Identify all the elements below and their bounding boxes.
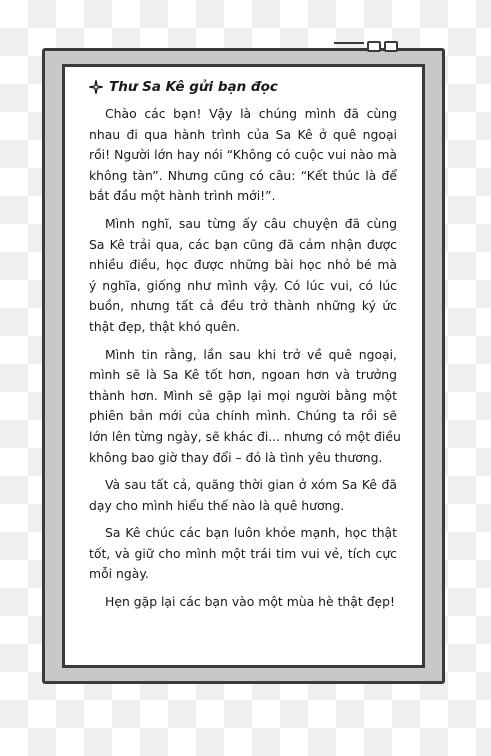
text-line: bắt đầu một hành trình mới!”. [89, 188, 276, 204]
text-line: dạy cho mình hiểu thế nào là quê hương. [89, 497, 345, 513]
text-line: lớn lên từng ngày, sẽ khác đi... nhưng có một điều [89, 428, 401, 444]
sparkle-icon [89, 80, 103, 94]
text-line: phiên bản mới của chính mình. Chúng ta rồi sẽ [89, 408, 397, 424]
text-line: buồn, nhưng tất cả đều trở thành những ký ức [89, 298, 397, 314]
text-line: rồi! Người lớn hay nói “Không có cuộc vui nào mà [89, 147, 397, 163]
letter-heading [89, 79, 397, 95]
text-line: mình sẽ là Sa Kê tốt hơn, ngoan hơn và trưởng [89, 367, 397, 383]
letter-heading-text: Thư Sa Kê gửi bạn đọc [109, 79, 278, 95]
paragraph [89, 345, 401, 469]
text-line: mỗi ngày. [89, 566, 149, 582]
text-line: Mình tin rằng, lần sau khi trở về quê ngoại, [105, 346, 397, 362]
paragraph [89, 523, 397, 585]
text-line: nhiều điều, học được những bài học nhỏ bé mà [89, 257, 397, 273]
text-line: Sa Kê trải qua, các bạn cũng đã cảm nhận được [89, 236, 397, 252]
text-line: ý nghĩa, giống như mình vậy. Có lúc vui, có lúc [89, 277, 397, 293]
letter-paper [62, 64, 425, 668]
frame-tab-decoration [334, 41, 398, 52]
paragraph [89, 592, 397, 613]
text-line: Và sau tất cả, quãng thời gian ở xóm Sa Kê đã [105, 477, 397, 493]
paragraph [89, 214, 397, 338]
text-line: thật đẹp, thật khó quên. [89, 318, 241, 334]
text-line: Sa Kê chúc các bạn luôn khỏe mạnh, học thật [105, 525, 397, 541]
text-line: thành hơn. Mình sẽ gặp lại mọi người bằng một [89, 387, 397, 403]
text-line: tốt, và giữ cho mình một trái tim vui vẻ, tích cực [89, 545, 397, 561]
text-line: Chào các bạn! Vậy là chúng mình đã cùng [105, 106, 397, 121]
tab-pill [384, 41, 398, 52]
text-line: không tàn”. Nhưng cũng có câu: “Kết thúc là để [89, 167, 397, 183]
text-line: Mình nghĩ, sau từng ấy câu chuyện đã cùng [105, 215, 397, 231]
text-line: Hẹn gặp lại các bạn vào một mùa hè thật đẹp! [105, 594, 396, 610]
paragraph [89, 475, 397, 516]
letter-frame [42, 48, 445, 684]
paragraph [89, 104, 397, 207]
text-line: không bao giờ thay đổi – đó là tình yêu thương. [89, 449, 383, 465]
tab-pill [367, 41, 381, 52]
text-line: nhau đi qua hành trình của Sa Kê ở quê ngoại [89, 126, 397, 142]
tab-lines [334, 42, 364, 51]
letter-content [89, 79, 401, 620]
